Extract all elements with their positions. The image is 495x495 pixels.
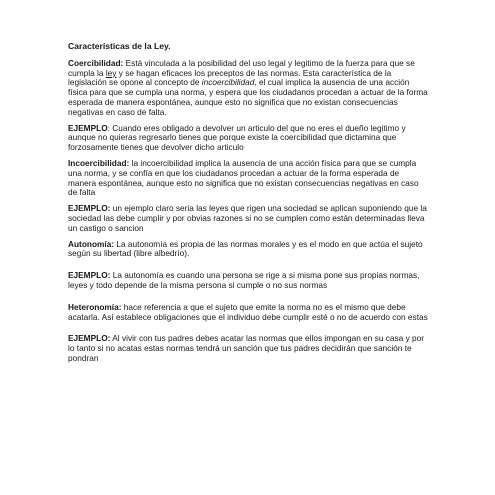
paragraph-heteronomia: [68, 303, 428, 323]
term-ejemplo: EJEMPLO: [68, 122, 108, 133]
term-ejemplo: EJEMPLO:: [68, 333, 111, 344]
paragraph-ejemplo-heteronomia: [68, 334, 428, 363]
term-autonomia: Autonomía:: [68, 238, 115, 249]
italic-word: incoercibilidad: [201, 77, 255, 88]
term-ejemplo: EJEMPLO:: [68, 203, 111, 214]
paragraph-incoercibilidad: [68, 159, 428, 198]
paragraph-ejemplo-coercibilidad: [68, 124, 428, 153]
term-coercibilidad: Coercibilidad:: [68, 57, 124, 68]
paragraph-text: un ejemplo claro seria las leyes que rigen una sociedad se aplican suponiendo que la sociedad las debe cumplir y por obvias razones si no se cumplen como están determinadas lleva un castigo o sancion: [68, 203, 427, 233]
paragraph-coercibilidad: [68, 59, 428, 118]
underlined-word: ley: [105, 67, 117, 78]
paragraph-text: La autonomía es propia de las normas morales y es el modo en que actúa el sujeto según su libertad (libre albedrío).: [68, 238, 423, 259]
term-incoercibilidad: Incoercibilidad:: [68, 157, 130, 168]
paragraph-ejemplo-autonomia: [68, 271, 428, 291]
paragraph-text: La autonomía es cuando una persona se rige a si misma pone sus propias normas, leyes y todo depende de la misma persona si cumple o no sus normas: [68, 270, 420, 290]
paragraph-text: Está vinculada a la posibilidad del uso legal y legitimo de la fuerza para que se cumpla la: [68, 57, 415, 78]
term-heteronomia: Heteronomía:: [68, 301, 122, 312]
paragraph-text: hace referencia a que el sujeto que emite la norma no es el mismo que debe acatarla. Así establece obligaciones que el individuo debe cumplir esté o no de acuerdo con estas: [68, 301, 428, 322]
paragraph-text: , el cual implica la ausencia de una acción física para que se cumpla una norma, y espera que los ciudadanos procedan a actuar de la forma esperada de manera espontánea, aunque esto no significa que no existan consecuencias negativas en caso de falta.: [68, 77, 428, 117]
document-page: [68, 42, 428, 370]
paragraph-autonomia: [68, 240, 428, 260]
document-title: Características de la Ley.: [68, 41, 171, 51]
paragraph-text: Al vivir con tus padres debes acatar las normas que ellos impongan en su casa y por lo tanto si no acatas estas normas tendrá un sanción que tus padres decidirán que sanción te pondran: [68, 333, 425, 363]
paragraph-text: y se hagan eficaces los preceptos de las normas. Esta característica de la legislación se opone al concepto de: [68, 67, 392, 88]
paragraph-text: la incoercibilidad implica la ausencia de una acción física para que se cumpla una norma, y se confía en que los ciudadanos procedan a actuar de la forma esperada de manera espontánea, aunque esto no significa que no existan consecuencias negativas en caso de falta: [68, 157, 419, 198]
paragraph-text: : Cuando eres obligado a devolver un articulo del que no eres el dueño legitimo y aunque no quieras regresarlo tienes que porque existe la coercibilidad que dictamina que forzosamente tienes que devolver dicho articulo: [68, 122, 406, 153]
term-ejemplo: EJEMPLO:: [68, 270, 111, 281]
paragraph-ejemplo-incoercibilidad: [68, 204, 428, 233]
